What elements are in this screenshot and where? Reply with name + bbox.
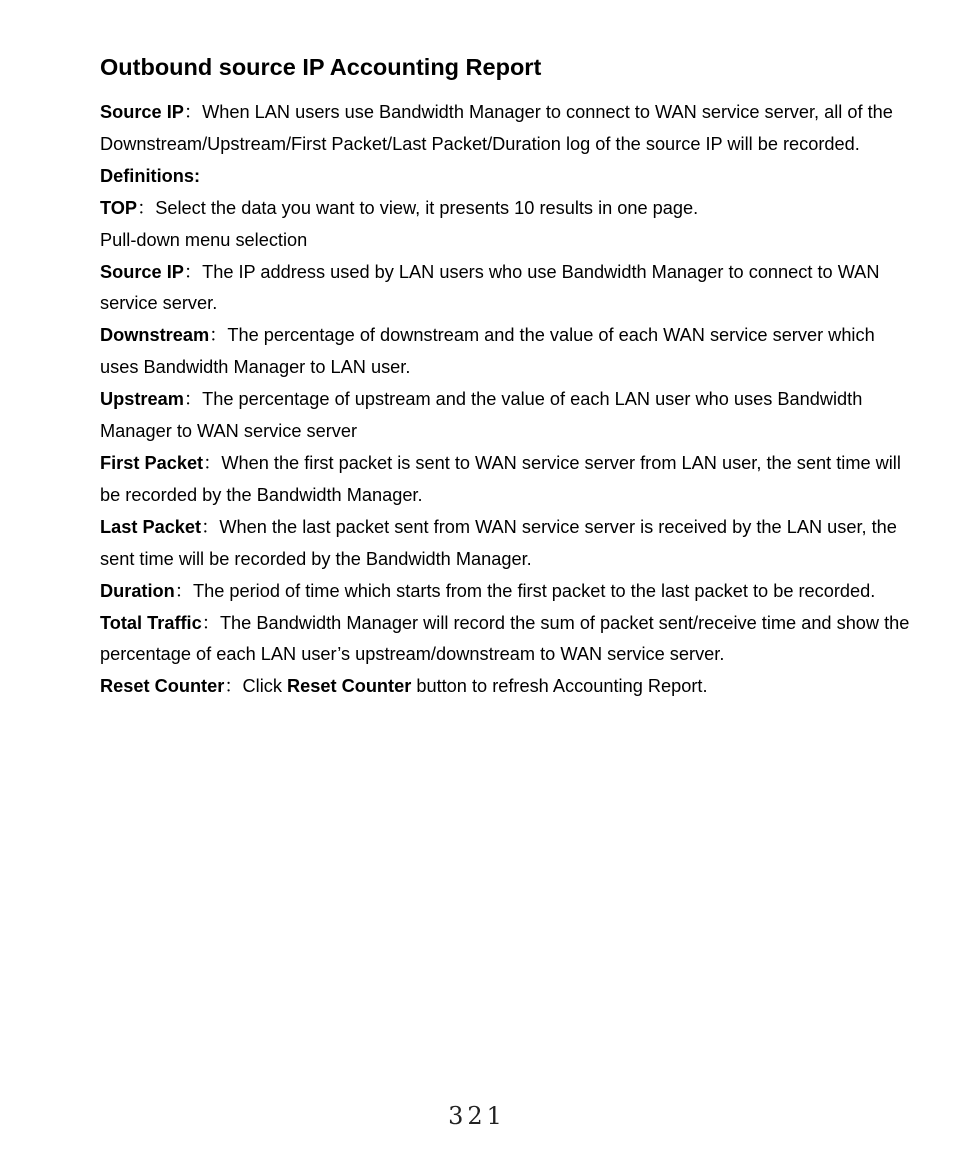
definition-separator: ： <box>203 452 222 474</box>
definition-term: Reset Counter <box>100 676 225 697</box>
intro-paragraph <box>100 97 915 161</box>
definition-total-traffic <box>100 608 915 672</box>
definition-text: button to refresh Accounting Report. <box>411 676 708 697</box>
definition-term: TOP <box>100 197 138 218</box>
intro-text: When LAN users use Bandwidth Manager to connect to WAN service server, all of the Downstream/Upstream/First Packet/Last Packet/Duration log of the source IP will be recorded. <box>100 102 893 154</box>
definition-separator: ： <box>174 580 193 602</box>
pulldown-note: Pull-down menu selection <box>100 229 308 250</box>
definition-text: Click <box>242 676 287 697</box>
definition-separator: ： <box>209 325 228 347</box>
definition-duration <box>100 576 915 608</box>
definition-separator: ： <box>224 676 243 698</box>
definition-term: Downstream <box>100 325 210 346</box>
definition-term: Total Traffic <box>100 612 202 633</box>
definition-term: Duration <box>100 580 175 601</box>
definitions-heading: Definitions: <box>100 165 201 186</box>
definition-separator: ： <box>201 612 220 634</box>
page-content <box>100 50 915 703</box>
definition-term: Source IP <box>100 261 184 282</box>
definition-separator: ： <box>137 197 156 219</box>
definition-text: The percentage of downstream and the value of each WAN service server which uses Bandwidth Manager to LAN user. <box>100 325 875 378</box>
definition-term: Upstream <box>100 389 184 410</box>
definition-last-packet <box>100 512 915 576</box>
reset-counter-button-name: Reset Counter <box>286 676 412 697</box>
definition-separator: ： <box>183 389 203 411</box>
page-number: 321 <box>448 1102 506 1130</box>
definition-text: The percentage of upstream and the value of each LAN user who uses Bandwidth Manager to WAN service server <box>100 389 863 442</box>
definition-text: The Bandwidth Manager will record the sum of packet sent/receive time and show the percentage of each LAN user’s upstream/downstream to WAN service server. <box>100 612 910 665</box>
definition-text: When the last packet sent from WAN service server is received by the LAN user, the sent time will be recorded by the Bandwidth Manager. <box>100 516 897 569</box>
definition-separator: ： <box>183 261 203 283</box>
definition-reset-counter <box>100 671 915 703</box>
intro-separator: ： <box>183 102 203 123</box>
definition-term: First Packet <box>100 452 204 473</box>
intro-term: Source IP <box>100 102 184 122</box>
definition-first-packet <box>100 448 915 512</box>
definition-upstream <box>100 384 915 448</box>
definition-top <box>100 193 915 225</box>
definition-separator: ： <box>201 516 220 538</box>
definition-text: Select the data you want to view, it presents 10 results in one page. <box>155 197 699 218</box>
definition-text: The IP address used by LAN users who use Bandwidth Manager to connect to WAN service server. <box>100 261 880 314</box>
page-title: Outbound source IP Accounting Report <box>100 54 542 80</box>
definition-text: When the first packet is sent to WAN service server from LAN user, the sent time will be recorded by the Bandwidth Manager. <box>100 452 901 505</box>
definition-term: Last Packet <box>100 516 202 537</box>
definition-text: The period of time which starts from the first packet to the last packet to be recorded. <box>192 580 876 601</box>
definition-source-ip <box>100 257 915 321</box>
definition-downstream <box>100 320 915 384</box>
body-text <box>100 97 915 703</box>
